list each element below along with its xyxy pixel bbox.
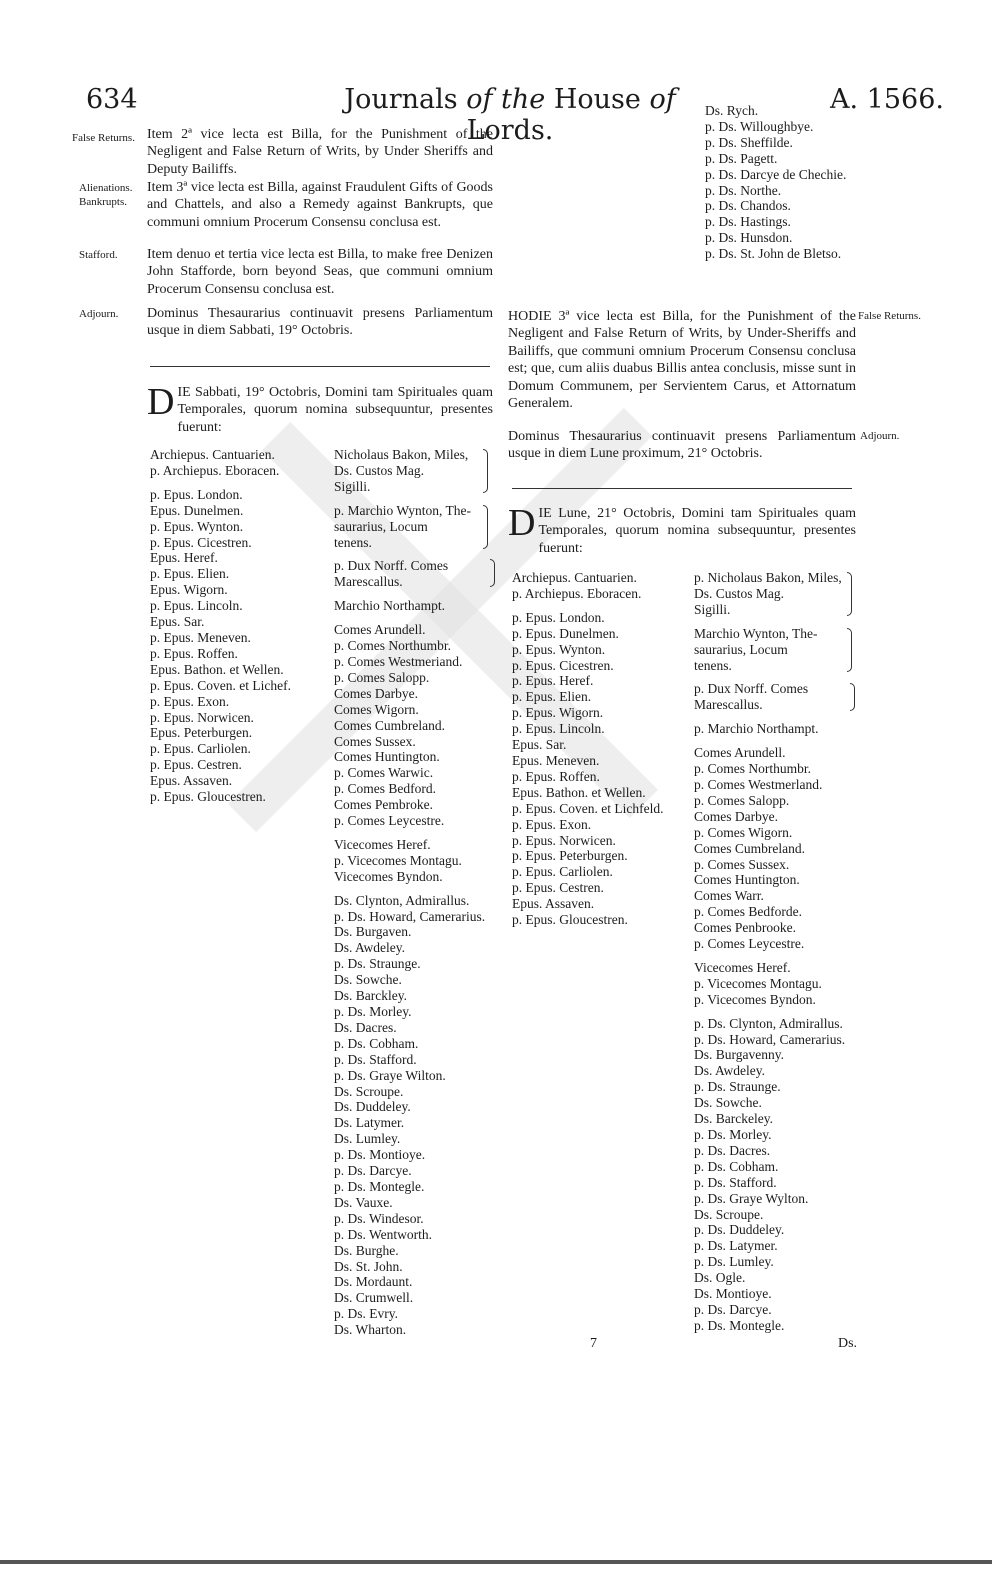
peer-entry: p. Epus. Lincoln. bbox=[150, 598, 243, 614]
list-gap bbox=[150, 479, 291, 487]
list-gap bbox=[694, 1008, 845, 1016]
peer-entry: p. Vicecomes Byndon. bbox=[694, 991, 816, 1007]
peer-entry: p. Ds. Darcye. bbox=[334, 1163, 412, 1179]
peer-entry: p. Epus. Elien. bbox=[150, 566, 230, 582]
peer-entry: Archiepus. Cantuarien. bbox=[150, 447, 275, 462]
list-gap bbox=[512, 602, 663, 610]
list-gap bbox=[694, 673, 845, 681]
peer-entry: saurarius, Locum bbox=[694, 641, 788, 657]
peer-entry: Ds. Dacres. bbox=[334, 1019, 397, 1035]
peer-entry: p. Epus. Elien. bbox=[512, 689, 592, 705]
peer-entry: Epus. Meneven. bbox=[512, 752, 600, 768]
peer-entry: Epus. Bathon. et Wellen. bbox=[512, 784, 646, 800]
peer-entry: p. Epus. Cicestren. bbox=[150, 534, 252, 550]
peer-entry: p. Epus. Exon. bbox=[512, 816, 592, 832]
sitting-sabbati: DIE Sabbati, 19° Octobris, Domini tam Spirituales quam Temporales, quorum nomina subsequuntur, presentes fuerunt: bbox=[147, 381, 493, 435]
peer-entry: Sigilli. bbox=[694, 601, 731, 617]
peer-entry: p. Comes Salopp. bbox=[694, 792, 790, 808]
peer-entry: Comes Huntington. bbox=[334, 749, 440, 765]
signature-mark: 7 bbox=[590, 1336, 597, 1351]
peer-entry: Epus. Dunelmen. bbox=[150, 502, 244, 518]
peer-entry: Comes Arundell. bbox=[694, 745, 786, 761]
peer-entry: Epus. Assaven. bbox=[512, 896, 595, 912]
peer-entry: p. Ds. Northe. bbox=[705, 182, 782, 198]
peer-entry: Ds. Wharton. bbox=[334, 1322, 407, 1338]
peer-entry: p. Ds. Cobham. bbox=[334, 1035, 419, 1051]
peer-entry: p. Comes Salopp. bbox=[334, 669, 430, 685]
entry-adjournment-right: Dominus Thesaurarius continuavit presens Parliamentum usque in diem Lune proximum, 21° Octobris. bbox=[508, 429, 856, 462]
peer-entry: p. Epus. Peterburgen. bbox=[512, 848, 628, 864]
peer-entry: Comes Warr. bbox=[694, 888, 764, 904]
list-sabbati-temporal bbox=[334, 447, 485, 1338]
peer-entry: Epus. Wigorn. bbox=[150, 582, 228, 598]
peer-entry: Ds. St. John. bbox=[334, 1258, 403, 1274]
peer-entry: p. Ds. Sheffilde. bbox=[705, 134, 793, 150]
peer-entry: Comes Arundell. bbox=[334, 622, 426, 638]
drop-initial: D bbox=[508, 502, 536, 544]
peer-entry: Epus. Peterburgen. bbox=[150, 725, 253, 741]
margin-note-false-returns-right: False Returns. bbox=[858, 310, 921, 322]
peer-entry: Marescallus. bbox=[694, 697, 763, 713]
peer-entry: p. Comes Leycestre. bbox=[334, 813, 445, 829]
peer-entry: Ds. Sowche. bbox=[334, 972, 402, 988]
peer-entry: Ds. Vauxe. bbox=[334, 1194, 393, 1210]
entry-fraudulent-gifts: Item 3ª vice lecta est Billa, against Fraudulent Gifts of Goods and Chattels, and also a Remedy against Bankrupts, que communi omnium Procerum Consensu conclusa est. bbox=[147, 180, 493, 230]
peer-entry: p. Ds. Straunge. bbox=[694, 1079, 781, 1095]
peer-entry: Comes Cumbreland. bbox=[694, 840, 805, 856]
peer-entry: p. Epus. Carliolen. bbox=[512, 864, 613, 880]
peer-entry: p. Ds. Stafford. bbox=[334, 1051, 417, 1067]
peer-entry: Ds. Latymer. bbox=[334, 1115, 405, 1131]
list-gap bbox=[334, 495, 485, 503]
peer-entry: p. Epus. Norwicen. bbox=[150, 709, 254, 725]
margin-note-adjourn-right: Adjourn. bbox=[860, 430, 900, 442]
peer-entry: Epus. Sar. bbox=[512, 737, 567, 753]
sitting-lune: DIE Lune, 21° Octobris, Domini tam Spirituales quam Temporales, quorum nomina subsequuntur, presentes fuerunt: bbox=[508, 502, 856, 556]
peer-entry: p. Ds. Cobham. bbox=[694, 1158, 779, 1174]
peer-entry: p. Ds. Howard, Camerarius. bbox=[694, 1031, 846, 1047]
peer-entry: Epus. Assaven. bbox=[150, 773, 233, 789]
margin-note-adjourn: Adjourn. bbox=[79, 308, 119, 320]
peer-entry: Marchio Wynton, The- bbox=[694, 625, 818, 641]
entry-hodie-false-returns: HODIE 3ª vice lecta est Billa, for the Punishment of the Negligent and False Return of Writs, by Under-Sheriffs and Bailiffs, que communi omnium Procerum Consensu conclusa est; que, cum aliis duabus Billis antea conclusis, misse sunt in Domum Communem, per Servientem Carus, et Attornatum Generalem. bbox=[508, 309, 856, 412]
peer-entry: p. Ds. Howard, Camerarius. bbox=[334, 908, 486, 924]
peer-entry: p. Epus. Wynton. bbox=[512, 641, 606, 657]
peer-entry: p. Archiepus. Eboracen. bbox=[150, 462, 280, 478]
peer-entry: Ds. Barckeley. bbox=[694, 1111, 773, 1127]
list-gap bbox=[334, 829, 485, 837]
peer-entry: Vicecomes Byndon. bbox=[334, 868, 443, 884]
peer-entry: p. Ds. Stafford. bbox=[694, 1174, 777, 1190]
peer-entry: p. Epus. Exon. bbox=[150, 693, 230, 709]
peer-entry: p. Ds. Straunge. bbox=[334, 956, 421, 972]
peer-entry: p. Epus. Coven. et Lichef. bbox=[150, 677, 291, 693]
peer-entry: Ds. Custos Mag. bbox=[694, 585, 785, 601]
list-gap bbox=[334, 885, 485, 893]
list-gap bbox=[334, 614, 485, 622]
peer-entry: Ds. Mordaunt. bbox=[334, 1274, 413, 1290]
peer-entry: Marchio Northampt. bbox=[334, 598, 445, 614]
peer-entry: p. Vicecomes Montagu. bbox=[694, 975, 822, 991]
peer-entry: Ds. Clynton, Admirallus. bbox=[334, 892, 470, 908]
peer-entry: p. Ds. Willoughbye. bbox=[705, 118, 814, 134]
peer-entry: p. Epus. Gloucestren. bbox=[150, 789, 266, 805]
peer-entry: Ds. Awdeley. bbox=[694, 1063, 766, 1079]
peer-entry: Ds. Scroupe. bbox=[334, 1083, 404, 1099]
peer-entry: Ds. Montioye. bbox=[694, 1286, 772, 1302]
peer-entry: Nicholaus Bakon, Miles, bbox=[334, 447, 469, 462]
brace bbox=[850, 683, 855, 711]
catchword: Ds. bbox=[838, 1336, 858, 1351]
list-gap bbox=[694, 737, 845, 745]
peer-entry: p. Epus. Wigorn. bbox=[512, 705, 604, 721]
peer-entry: p. Ds. Montegle. bbox=[694, 1317, 785, 1333]
year-heading: A. 1566. bbox=[830, 84, 944, 115]
peer-entry: p. Ds. Montegle. bbox=[334, 1178, 425, 1194]
peer-entry: p. Marchio Wynton, The- bbox=[334, 502, 472, 518]
peer-entry: p. Comes Westmeriand. bbox=[334, 653, 463, 669]
peer-entry: Ds. Sowche. bbox=[694, 1095, 762, 1111]
peer-entry: p. Ds. Morley. bbox=[694, 1127, 772, 1142]
peer-entry: Comes Darbye. bbox=[694, 808, 778, 824]
peer-entry: p. Epus. London. bbox=[150, 486, 243, 502]
peer-entry: p. Epus. Dunelmen. bbox=[512, 625, 619, 641]
peer-entry: p. Epus. Heref. bbox=[512, 673, 594, 689]
peer-entry: p. Ds. Montioye. bbox=[334, 1147, 426, 1163]
peer-entry: p. Epus. Coven. et Lichfeld. bbox=[512, 800, 664, 816]
peer-entry: p. Comes Bedford. bbox=[334, 781, 436, 797]
peer-entry: p. Ds. Clynton, Admirallus. bbox=[694, 1015, 843, 1031]
peer-entry: Comes Sussex. bbox=[334, 733, 416, 749]
peer-entry: p. Ds. Darcye de Chechie. bbox=[705, 166, 847, 182]
peer-entry: Comes Wigorn. bbox=[334, 701, 419, 717]
peer-entry: p. Ds. Wentworth. bbox=[334, 1226, 433, 1242]
peer-entry: p. Ds. Evry. bbox=[334, 1306, 398, 1322]
peer-entry: p. Archiepus. Eboracen. bbox=[512, 585, 642, 601]
drop-initial: D bbox=[147, 381, 175, 423]
peer-entry: p. Ds. Latymer. bbox=[694, 1238, 778, 1254]
peer-entry: Sigilli. bbox=[334, 478, 371, 494]
margin-note-false-returns: False Returns. bbox=[72, 132, 135, 144]
peer-entry: p. Ds. Graye Wilton. bbox=[334, 1067, 446, 1083]
list-gap bbox=[334, 590, 485, 598]
brace bbox=[847, 628, 852, 672]
peer-entry: p. Nicholaus Bakon, Miles, bbox=[694, 570, 842, 585]
peer-entry: Epus. Bathon. et Wellen. bbox=[150, 661, 284, 677]
peer-entry: Ds. Barckley. bbox=[334, 988, 407, 1004]
peer-entry: p. Ds. Lumley. bbox=[694, 1254, 774, 1270]
peer-entry: p. Marchio Northampt. bbox=[694, 721, 819, 737]
list-gap bbox=[694, 618, 845, 626]
peer-entry: Marescallus. bbox=[334, 574, 403, 590]
peer-entry: Comes Penbrooke. bbox=[694, 920, 796, 936]
peer-entry: Comes Pembroke. bbox=[334, 797, 433, 813]
peer-entry: Ds. Awdeley. bbox=[334, 940, 406, 956]
peer-entry: p. Epus. Lincoln. bbox=[512, 721, 605, 737]
peer-entry: p. Ds. Duddeley. bbox=[694, 1222, 785, 1238]
peer-entry: p. Ds. Dacres. bbox=[694, 1142, 771, 1158]
peer-entry: Vicecomes Heref. bbox=[694, 959, 791, 975]
peer-entry: tenens. bbox=[694, 657, 732, 673]
peer-entry: Ds. Burgaven. bbox=[334, 924, 412, 940]
running-title: Journals of the House of Lords. bbox=[344, 84, 676, 146]
peer-entry: p. Epus. Carliolen. bbox=[150, 741, 251, 757]
section-rule bbox=[150, 366, 490, 367]
peer-entry: p. Ds. Hastings. bbox=[705, 214, 791, 230]
peer-entry: p. Ds. Windesor. bbox=[334, 1210, 424, 1226]
peer-entry: Comes Darbye. bbox=[334, 685, 418, 701]
entry-stafforde-denizen: Item denuo et tertia vice lecta est Billa, to make free Denizen John Stafforde, born beyond Seas, que communi omnium Procerum Consensu conclusa est. bbox=[147, 247, 493, 297]
peer-entry: p. Comes Wigorn. bbox=[694, 824, 793, 840]
list-gap bbox=[694, 713, 845, 721]
peer-entry: p. Epus. Roffen. bbox=[512, 768, 600, 784]
section-rule bbox=[512, 488, 852, 489]
brace bbox=[490, 559, 495, 587]
list-gap bbox=[694, 952, 845, 960]
peer-entry: Comes Cumbreland. bbox=[334, 717, 445, 733]
peer-entry: p. Comes Warwic. bbox=[334, 765, 434, 781]
peer-entry: Ds. Custos Mag. bbox=[334, 462, 425, 478]
peer-entry: p. Ds. Graye Wylton. bbox=[694, 1190, 809, 1206]
peer-entry: p. Ds. Darcye. bbox=[694, 1301, 772, 1317]
peer-entry: Ds. Burghe. bbox=[334, 1242, 399, 1258]
peer-entry: saurarius, Locum bbox=[334, 518, 428, 534]
peer-entry: Ds. Rych. bbox=[705, 103, 759, 118]
peer-entry: Ds. Lumley. bbox=[334, 1131, 401, 1147]
peer-entry: p. Ds. Hunsdon. bbox=[705, 230, 793, 246]
peer-entry: p. Comes Sussex. bbox=[694, 856, 790, 872]
brace bbox=[847, 572, 852, 616]
peer-entry: p. Ds. St. John de Bletso. bbox=[705, 246, 842, 262]
peer-entry: p. Epus. Wynton. bbox=[150, 518, 244, 534]
peer-entry: p. Comes Westmerland. bbox=[694, 776, 823, 792]
list-continuation bbox=[705, 103, 846, 262]
peer-entry: Ds. Burgavenny. bbox=[694, 1047, 784, 1063]
list-gap bbox=[334, 550, 485, 558]
peer-entry: p. Epus. Gloucestren. bbox=[512, 912, 628, 928]
peer-entry: p. Epus. London. bbox=[512, 609, 605, 625]
peer-entry: p. Comes Northumbr. bbox=[694, 761, 811, 777]
peer-entry: p. Comes Northumbr. bbox=[334, 638, 451, 654]
peer-entry: p. Epus. Cestren. bbox=[512, 880, 604, 896]
list-lune-temporal bbox=[694, 570, 845, 1334]
peer-entry: p. Epus. Norwicen. bbox=[512, 832, 616, 848]
brace bbox=[483, 505, 488, 549]
page-number: 634 bbox=[86, 84, 138, 115]
page-edge bbox=[0, 1560, 992, 1564]
peer-entry: Archiepus. Cantuarien. bbox=[512, 570, 637, 585]
peer-entry: Epus. Sar. bbox=[150, 614, 205, 630]
peer-entry: Ds. Duddeley. bbox=[334, 1099, 411, 1115]
peer-entry: p. Ds. Chandos. bbox=[705, 198, 791, 214]
margin-note-stafford: Stafford. bbox=[79, 249, 118, 261]
peer-entry: Ds. Scroupe. bbox=[694, 1206, 764, 1222]
entry-false-returns: Item 2ª vice lecta est Billa, for the Punishment of the Negligent and False Return of Writs, by Under Sheriffs and Deputy Bailiffs. bbox=[147, 127, 493, 177]
peer-entry: p. Epus. Roffen. bbox=[150, 645, 238, 661]
entry-adjournment: Dominus Thesaurarius continuavit presens Parliamentum usque in diem Sabbati, 19° Octobris. bbox=[147, 306, 493, 339]
peer-entry: Epus. Heref. bbox=[150, 550, 218, 566]
peer-entry: p. Ds. Pagett. bbox=[705, 150, 778, 166]
peer-entry: p. Vicecomes Montagu. bbox=[334, 852, 462, 868]
peer-entry: p. Epus. Cicestren. bbox=[512, 657, 614, 673]
peer-entry: p. Epus. Cestren. bbox=[150, 757, 242, 773]
peer-entry: p. Ds. Morley. bbox=[334, 1004, 412, 1019]
peer-entry: Ds. Crumwell. bbox=[334, 1290, 414, 1306]
peer-entry: p. Comes Leycestre. bbox=[694, 936, 805, 952]
list-sabbati-spiritual bbox=[150, 447, 291, 805]
peer-entry: p. Epus. Meneven. bbox=[150, 629, 251, 645]
peer-entry: p. Dux Norff. Comes bbox=[334, 558, 449, 574]
list-lune-spiritual bbox=[512, 570, 663, 928]
peer-entry: Vicecomes Heref. bbox=[334, 836, 431, 852]
peer-entry: tenens. bbox=[334, 534, 372, 550]
peer-entry: p. Dux Norff. Comes bbox=[694, 681, 809, 697]
peer-entry: Comes Huntington. bbox=[694, 872, 800, 888]
peer-entry: Ds. Ogle. bbox=[694, 1270, 746, 1286]
brace bbox=[483, 449, 488, 493]
peer-entry: p. Comes Bedforde. bbox=[694, 904, 802, 920]
margin-note-bankrupts: Bankrupts. bbox=[79, 196, 127, 208]
margin-note-alienations: Alienations. bbox=[79, 182, 133, 194]
